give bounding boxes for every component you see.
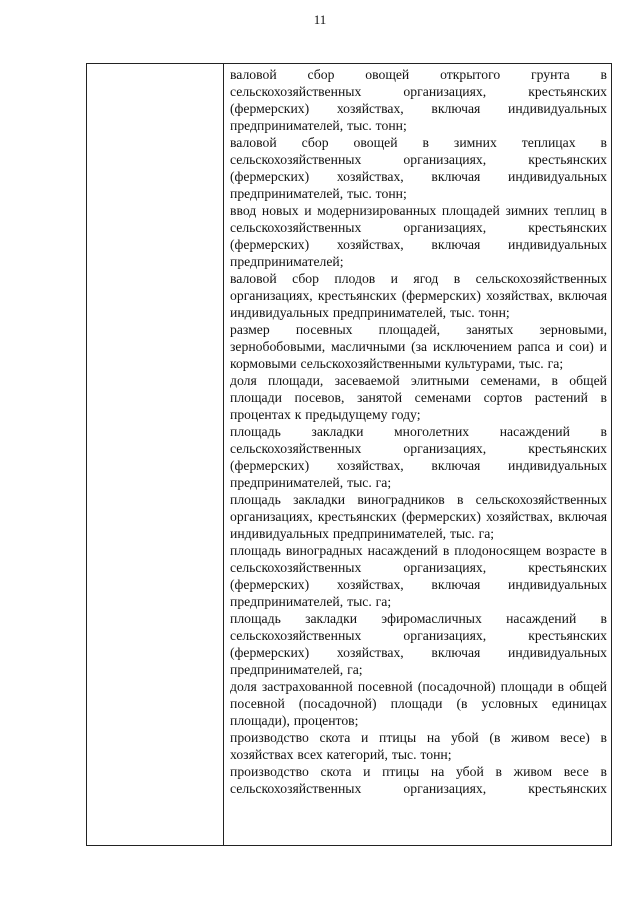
indicator-item: доля застрахованной посевной (посадочной) площади в общей посевной (посадочной) площади (в условных единицах площади), процентов; bbox=[230, 679, 607, 728]
indicator-item: размер посевных площадей, занятых зерновыми, зернобобовыми, масличными (за исключением рапса и сои) и кормовыми сельскохозяйственными культурами, тыс. га; bbox=[230, 322, 607, 371]
left-column-cell bbox=[87, 64, 224, 845]
indicator-item: доля площади, засеваемой элитными семенами, в общей площади посевов, занятой семенами сортов растений в процентах к предыдущему году; bbox=[230, 373, 607, 422]
right-column-cell bbox=[224, 64, 611, 845]
indicator-item: валовой сбор овощей в зимних теплицах в сельскохозяйственных организациях, крестьянских (фермерских) хозяйствах, включая индивидуальных предпринимателей, тыс. тонн; bbox=[230, 135, 607, 201]
indicator-item: валовой сбор овощей открытого грунта в сельскохозяйственных организациях, крестьянских (фермерских) хозяйствах, включая индивидуальных предпринимателей, тыс. тонн; bbox=[230, 67, 607, 133]
indicator-item: площадь виноградных насаждений в плодоносящем возрасте в сельскохозяйственных организациях, крестьянских (фермерских) хозяйствах, включая индивидуальных предпринимателей, тыс. га; bbox=[230, 543, 607, 609]
indicator-item: производство скота и птицы на убой в живом весе в сельскохозяйственных организациях, крестьянских bbox=[230, 764, 607, 796]
indicator-item: площадь закладки многолетних насаждений в сельскохозяйственных организациях, крестьянских (фермерских) хозяйствах, включая индивидуальных предпринимателей, тыс. га; bbox=[230, 424, 607, 490]
indicator-item: ввод новых и модернизированных площадей зимних теплиц в сельскохозяйственных организациях, крестьянских (фермерских) хозяйствах, включая индивидуальных предпринимателей; bbox=[230, 203, 607, 269]
document-table bbox=[86, 63, 612, 846]
indicator-item: валовой сбор плодов и ягод в сельскохозяйственных организациях, крестьянских (фермерских) хозяйствах, включая индивидуальных предпринимателей, тыс. тонн; bbox=[230, 271, 607, 320]
indicator-item: производство скота и птицы на убой (в живом весе) в хозяйствах всех категорий, тыс. тонн; bbox=[230, 730, 607, 762]
indicator-item: площадь закладки эфиромасличных насаждений в сельскохозяйственных организациях, крестьянских (фермерских) хозяйствах, включая индивидуальных предпринимателей, га; bbox=[230, 611, 607, 677]
page-number: 11 bbox=[313, 12, 327, 27]
indicator-item: площадь закладки виноградников в сельскохозяйственных организациях, крестьянских (фермерских) хозяйствах, включая индивидуальных предпринимателей, тыс. га; bbox=[230, 492, 607, 541]
